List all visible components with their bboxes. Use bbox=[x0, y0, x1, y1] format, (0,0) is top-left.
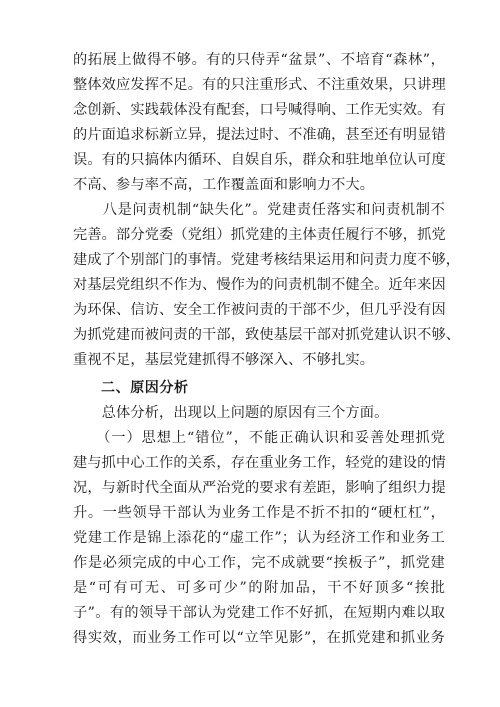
text-line: 八是问责机制“缺失化”。党建责任落实和问责机制不 bbox=[73, 202, 445, 218]
text-line: 总体分析，出现以上问题的原因有三个方面。 bbox=[73, 405, 389, 421]
section-heading: 二、原因分析 bbox=[101, 380, 189, 396]
paragraph bbox=[73, 426, 445, 651]
text-line: 念创新、实践载体没有配套，口号喊得响、工作无实效。有 bbox=[73, 102, 446, 118]
paragraph bbox=[73, 198, 461, 373]
text-line: （一）思想上“错位”，不能正确认识和妥善处理抓党 bbox=[73, 430, 445, 446]
text-line: 为抓党建而被问责的干部，致使基层干部对抓党建认识不够、 bbox=[73, 327, 461, 343]
text-line: 误。有的只搞体内循环、自娱自乐，群众和驻地单位认可度 bbox=[73, 152, 446, 168]
text-line: 对基层党组织不作为、慢作为的问责机制不健全。近年来因 bbox=[73, 277, 446, 293]
text-line: 的片面追求标新立异，提法过时、不准确，甚至还有明显错 bbox=[73, 127, 446, 143]
text-line: 得实效，而业务工作可以“立竿见影”，在抓党建和抓业务 bbox=[73, 630, 445, 646]
paragraph bbox=[73, 401, 445, 426]
text-line: 子”。有的领导干部认为党建工作不好抓，在短期内难以取 bbox=[73, 605, 445, 621]
text-line: 党建工作是锦上添花的“虚工作”；认为经济工作和业务工 bbox=[73, 530, 445, 546]
text-line: 完善。部分党委（党组）抓党建的主体责任履行不够，抓党 bbox=[73, 227, 446, 243]
text-line: 为环保、信访、安全工作被问责的干部不少，但几乎没有因 bbox=[73, 302, 446, 318]
text-line: 整体效应发挥不足。有的只注重形式、不注重效果，只讲理 bbox=[73, 77, 446, 93]
paragraph bbox=[73, 48, 445, 198]
text-line: 作是必须完成的中心工作，完不成就要“挨板子”，抓党建 bbox=[73, 555, 445, 571]
text-line: 是“可有可无、可多可少”的附加品，干不好顶多“挨批 bbox=[73, 580, 445, 596]
text-line: 升。一些领导干部认为业务工作是不折不扣的“硬杠杠”， bbox=[73, 505, 445, 521]
text-line: 重视不足，基层党建抓得不够深入、不够扎实。 bbox=[73, 352, 375, 368]
text-line: 不高、参与率不高，工作覆盖面和影响力不大。 bbox=[73, 177, 375, 193]
text-line: 的拓展上做得不够。有的只侍弄“盆景”、不培育“森林”， bbox=[73, 52, 445, 68]
document-body bbox=[73, 48, 461, 651]
text-line: 况，与新时代全面从严治党的要求有差距，影响了组织力提 bbox=[73, 480, 446, 496]
text-line: 建与抓中心工作的关系，存在重业务工作，轻党的建设的情 bbox=[73, 455, 446, 471]
text-line: 建成了个别部门的事情。党建考核结果运用和问责力度不够， bbox=[73, 252, 461, 268]
